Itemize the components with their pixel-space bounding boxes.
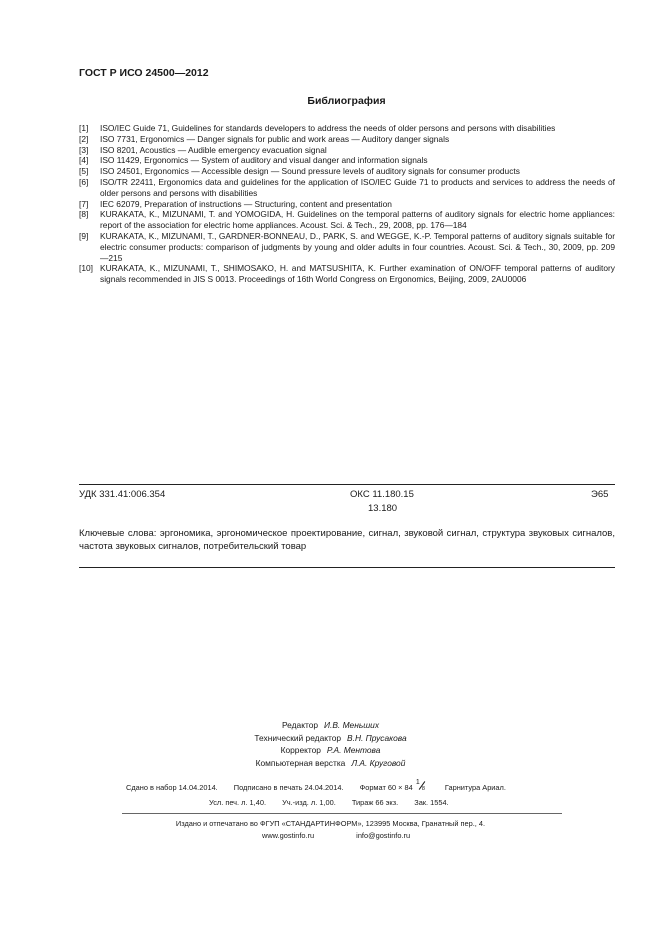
- publisher-line: Издано и отпечатано во ФГУП «СТАНДАРТИНФОРМ», 123995 Москва, Гранатный пер., 4.: [175, 819, 486, 828]
- bibliography-item: [79, 263, 615, 285]
- bibliography-item-text: ISO 11429, Ergonomics — System of auditory and visual danger and information signals: [100, 155, 428, 166]
- bibliography-item-text: IEC 62079, Preparation of instructions — Structuring, content and presentation: [100, 198, 392, 209]
- credit-name: В.Н. Прусакова: [347, 732, 407, 743]
- bibliography-item-text: ISO 24501, Ergonomics — Accessible design — Sound pressure levels of auditory signals for consumer products: [100, 166, 520, 177]
- bibliography-item-number: [9]: [79, 230, 89, 241]
- print-info-row: [126, 779, 646, 792]
- credit-role: Компьютерная верстка: [255, 757, 346, 768]
- submitted-date: Сдано в набор 14.04.2014.: [126, 783, 218, 792]
- print-info-row: [209, 798, 569, 807]
- bibliography-item-text: KURAKATA, K., MIZUNAMI, T., SHIMOSAKO, H. and MATSUSHITA, K. Further examination of ON/OFF temporal patterns of auditory signals recommended in JIS S 0013. Proceedings of 16th World Congress on Ergonomics, Beijing, 2009, 2AU0006: [100, 263, 615, 285]
- bibliography-item: [79, 155, 615, 166]
- udk-code: УДК 331.41:006.354: [79, 489, 166, 500]
- paper-format: Формат 60 × 84: [359, 783, 413, 792]
- bibliography-item-number: [2]: [79, 133, 89, 144]
- credit-role: Корректор: [280, 745, 321, 756]
- edition-sheets: Уч.-изд. л. 1,00.: [282, 798, 336, 807]
- bibliography-item-text: KURAKATA, K., MIZUNAMI, T. and YOMOGIDA, H. Guidelines on the temporal patterns of auditory signals for electric home appliances: report of the association for electric home appliances. Acoust. Sci. & Tech., 29, 2008, pp. 176—184: [100, 209, 615, 231]
- print-run: Тираж 66 экз.: [351, 798, 399, 807]
- bibliography-item: [79, 123, 615, 134]
- bibliography-item: [79, 209, 615, 231]
- bibliography-item-number: [5]: [79, 166, 89, 177]
- credit-row: [0, 719, 661, 732]
- credit-role: Редактор: [281, 720, 319, 730]
- document-code: ГОСТ Р ИСО 24500—2012: [79, 67, 209, 79]
- email-link[interactable]: info@gostinfo.ru: [356, 831, 411, 840]
- divider: [79, 567, 615, 568]
- bibliography-item: [79, 177, 615, 199]
- credits-block: [0, 719, 661, 769]
- bibliography-item-number: [4]: [79, 155, 89, 166]
- signed-date: Подписано в печать 24.04.2014.: [233, 783, 344, 792]
- bibliography-item-number: [6]: [79, 176, 89, 187]
- bibliography-item-number: [1]: [79, 123, 89, 133]
- website-link[interactable]: www.gostinfo.ru: [262, 831, 315, 840]
- credit-name: И.В. Меньших: [324, 720, 380, 730]
- bibliography-item-text: ISO 8201, Acoustics — Audible emergency evacuation signal: [100, 144, 327, 155]
- fraction-denominator: 8: [421, 786, 425, 792]
- bibliography-item-text: ISO 7731, Ergonomics — Danger signals for public and work areas — Auditory danger signals: [100, 133, 450, 144]
- credit-row: [0, 732, 661, 745]
- paper-format-fraction: [415, 779, 429, 792]
- bibliography-item-number: [7]: [79, 198, 89, 209]
- publisher-contacts: [262, 831, 410, 840]
- classification-group-code: Э65: [591, 489, 609, 500]
- bibliography-item: [79, 166, 615, 177]
- bibliography-item: [79, 231, 615, 263]
- bibliography-item-text: ISO/IEC Guide 71, Guidelines for standards developers to address the needs of older persons and persons with disabilities: [100, 123, 556, 133]
- print-sheets: Усл. печ. л. 1,40.: [209, 798, 266, 807]
- bibliography-item-number: [8]: [79, 209, 89, 220]
- credit-row: [0, 744, 661, 757]
- bibliography-item-text: KURAKATA, K., MIZUNAMI, T., GARDNER-BONNEAU, D., PARK, S. and WEGGE, K.-P. Temporal patterns of auditory signals suitable for electric consumer products: comparison of judgments by young and older adults in four countries. Acoust. Sci. & Tech., 30, 2009, pp. 209—215: [100, 230, 615, 263]
- bibliography-list: [79, 123, 615, 285]
- credit-name: Л.А. Круговой: [351, 757, 406, 768]
- credit-row: [0, 757, 661, 770]
- order-number: Зак. 1554.: [414, 798, 449, 807]
- bibliography-item: [79, 145, 615, 156]
- bibliography-item: [79, 199, 615, 210]
- bibliography-title: Библиография: [307, 95, 386, 107]
- typeface: Гарнитура Ариал.: [444, 783, 506, 792]
- oks-code: ОКС 11.180.15: [350, 489, 414, 500]
- bibliography-item: [79, 134, 615, 145]
- oks-code-secondary: 13.180: [368, 503, 398, 514]
- bibliography-item-number: [3]: [79, 144, 89, 155]
- bibliography-item-number: [10]: [79, 263, 93, 274]
- keywords-paragraph: Ключевые слова: эргономика, эргономическое проектирование, сигнал, звуковой сигнал, структура звуковых сигналов, частота звуковых сигналов, потребительский товар: [79, 528, 615, 552]
- bibliography-item-text: ISO/TR 22411, Ergonomics data and guidelines for the application of ISO/IEC Guide 71 to products and services to address the needs of older persons and persons with disabilities: [100, 176, 615, 198]
- credit-role: Технический редактор: [254, 732, 342, 743]
- fraction-numerator: 1: [415, 779, 420, 786]
- divider: [122, 813, 562, 814]
- credit-name: Р.А. Ментова: [326, 745, 381, 756]
- divider: [79, 484, 615, 485]
